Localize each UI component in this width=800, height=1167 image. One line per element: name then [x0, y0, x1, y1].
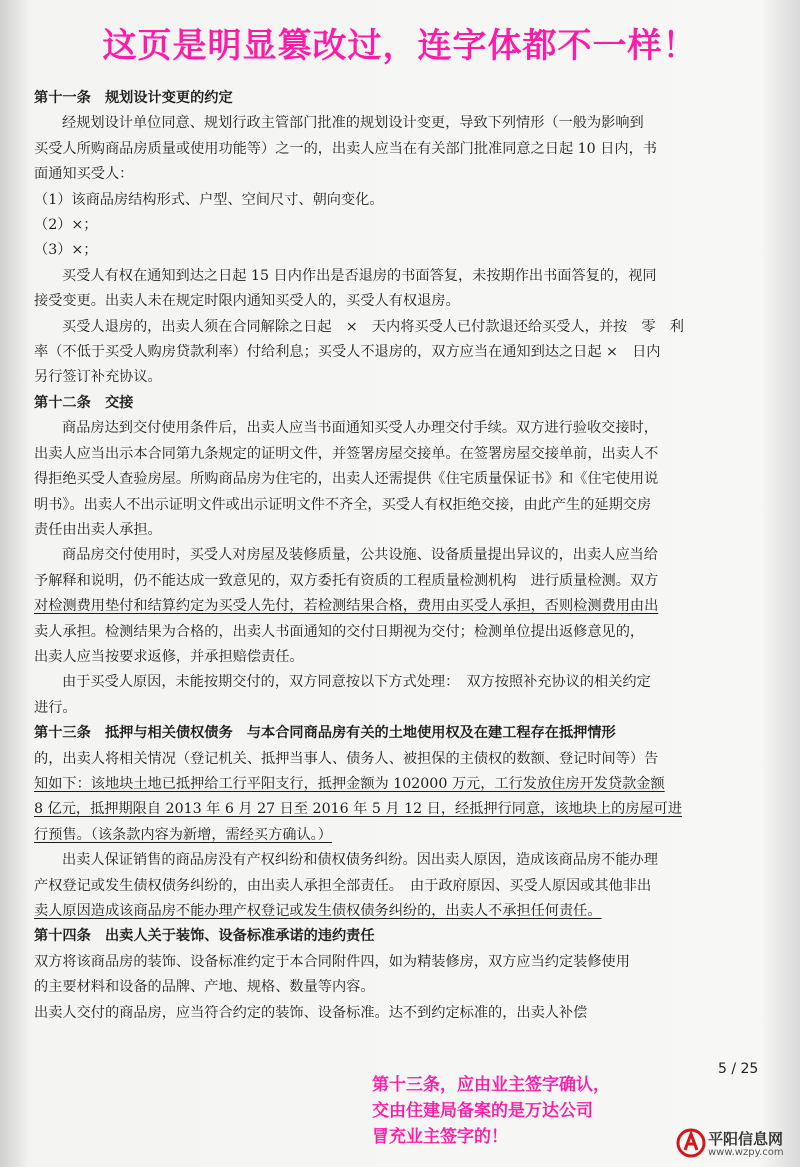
logo-url: www.wzpy.com [708, 1147, 784, 1158]
contract-line: 卖人承担。检测结果为合格的，出卖人书面通知的交付日期视为交付；检测单位提出返修意见的， [34, 623, 645, 640]
contract-line: 率（不低于买受人购房贷款利率）付给利息；买受人不退房的，双方应当在通知到达之日起 × 日内 [34, 344, 661, 361]
contract-line: 进行。 [34, 699, 77, 716]
contract-line: 8 亿元，抵押期限自 2013 年 6 月 27 日至 2016 年 5 月 12 日，经抵押行同意，该地块上的房屋可进 [34, 801, 683, 818]
contract-line: 接受变更。出卖人未在规定时限内通知买受人的，买受人有权退房。 [34, 293, 460, 310]
contract-line: 明书》。出卖人不出示证明文件或出示证明文件不齐全，买受人有权拒绝交接，由此产生的延期交房 [34, 496, 652, 513]
contract-line: 出卖人交付的商品房，应当符合约定的装饰、设备标准。达不到约定标准的，出卖人补偿 [34, 1004, 588, 1021]
contract-line: 买受人所购商品房质量或使用功能等）之一的，出卖人应当在有关部门批准同意之日起 10 日内，书 [34, 140, 657, 157]
contract-line: 的，出卖人将相关情况（登记机关、抵押当事人、债务人、被担保的主债权的数额、登记时间等）告 [34, 750, 659, 767]
note-line-2: 交由住建局备案的是万达公司 [372, 1101, 593, 1121]
section-heading: 第十二条 交接 [34, 394, 134, 411]
note-line-3: 冒充业主签字的！ [372, 1127, 508, 1147]
contract-line: 出卖人保证销售的商品房没有产权纠纷和债权债务纠纷。因出卖人原因，造成该商品房不能办理 [62, 852, 658, 869]
contract-line: 知如下：该地块土地已抵押给工行平阳支行，抵押金额为 102000 万元，工行发放住房开发贷款金额 [34, 775, 665, 792]
contract-body [34, 86, 774, 1026]
contract-line: （3）×； [34, 242, 98, 259]
contract-line: 经规划设计单位同意、规划行政主管部门批准的规划设计变更，导致下列情形（一般为影响到 [62, 115, 644, 132]
contract-line: 得拒绝买受人查验房屋。所购商品房为住宅的，出卖人还需提供《住宅质量保证书》和《住宅使用说 [34, 471, 659, 488]
note-line-1: 第十三条，应由业主签字确认， [372, 1075, 610, 1095]
contract-line: （2）×； [34, 217, 98, 234]
contract-line: 由于买受人原因，未能按期交付的，双方同意按以下方式处理： 双方按照补充协议的相关约定 [62, 674, 651, 691]
site-logo [676, 1126, 796, 1162]
contract-line: 面通知买受人： [34, 166, 134, 183]
contract-line: 买受人退房的，出卖人须在合同解除之日起 × 天内将买受人已付款退还给买受人，并按 零 利 [62, 318, 684, 335]
contract-line: 买受人有权在通知到达之日起 15 日内作出是否退房的书面答复，未按期作出书面答复的，视同 [62, 267, 657, 284]
annotation-banner: 这页是明显篡改过，连字体都不一样！ [102, 26, 698, 66]
contract-line: （1）该商品房结构形式、户型、空间尺寸、朝向变化。 [34, 191, 384, 208]
contract-line: 卖人原因造成该商品房不能办理产权登记或发生债权债务纠纷的，出卖人不承担任何责任。 [34, 903, 602, 919]
contract-line: 予解释和说明，仍不能达成一致意见的，双方委托有资质的工程质量检测机构 进行质量检测。双方 [34, 572, 659, 589]
logo-name: 平阳信息网 [708, 1130, 784, 1148]
annotation-note [372, 1072, 682, 1150]
contract-line: 对检测费用垫付和结算约定为买受人先付，若检测结果合格，费用由买受人承担，否则检测费用由出 [34, 598, 659, 615]
contract-line: 商品房达到交付使用条件后，出卖人应当书面通知买受人办理交付手续。双方进行验收交接时， [62, 420, 658, 437]
contract-line: 出卖人应当出示本合同第九条规定的证明文件，并签署房屋交接单。在签署房屋交接单前，出卖人不 [34, 445, 659, 462]
contract-line: 另行签订补充协议。 [34, 369, 162, 386]
section-heading: 第十一条 规划设计变更的约定 [34, 90, 233, 106]
contract-line: 的主要材料和设备的品牌、产地、规格、数量等内容。 [34, 979, 375, 996]
contract-line: 双方将该商品房的装饰、设备标准约定于本合同附件四，如为精装修房，双方应当约定装修使用 [34, 953, 630, 970]
section-heading: 第十三条 抵押与相关债权债务 与本合同商品房有关的土地使用权及在建工程存在抵押情形 [34, 725, 616, 742]
pingyang-logo-icon [676, 1128, 706, 1158]
contract-line: 行预售。（该条款内容为新增，需经买方确认。） [34, 826, 332, 843]
page-number: 5 / 25 [718, 1061, 759, 1077]
contract-line: 责任由出卖人承担。 [34, 521, 162, 538]
contract-line: 出卖人应当按要求返修，并承担赔偿责任。 [34, 648, 304, 665]
section-heading: 第十四条 出卖人关于装饰、设备标准承诺的违约责任 [34, 928, 375, 945]
contract-line: 商品房交付使用时，买受人对房屋及装修质量，公共设施、设备质量提出异议的，出卖人应当给 [62, 547, 658, 564]
contract-line: 产权登记或发生债权债务纠纷的，由出卖人承担全部责任。 由于政府原因、买受人原因或其他非出 [34, 877, 652, 894]
